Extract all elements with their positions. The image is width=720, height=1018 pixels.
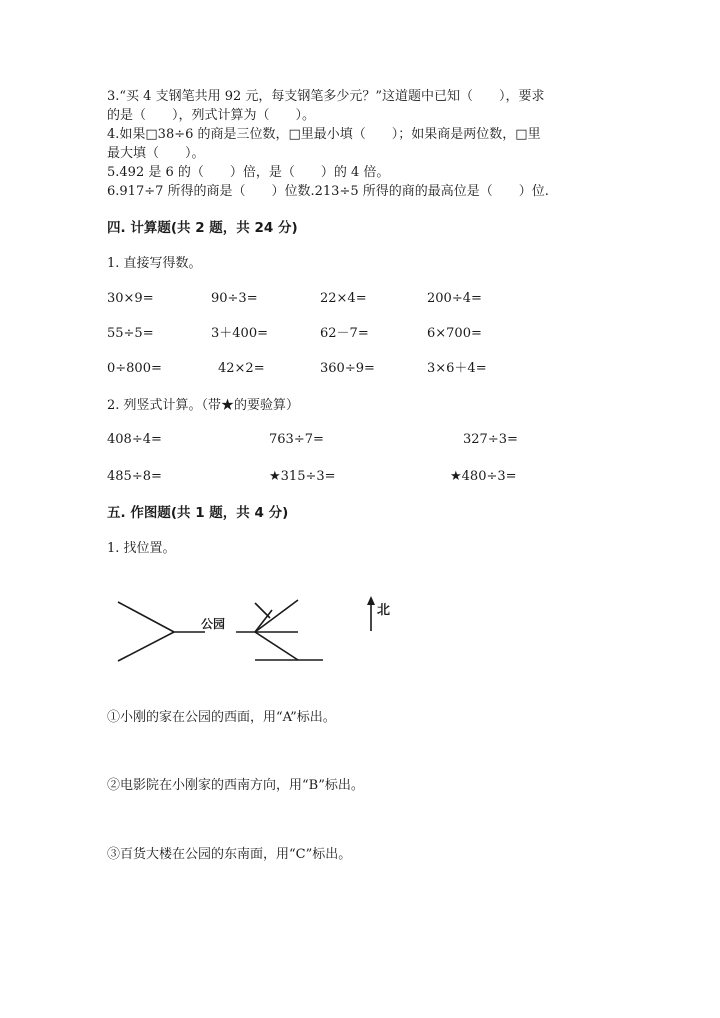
find-position-title: 1. 找位置。 bbox=[107, 541, 176, 556]
question-3-line-2: 的是（ ），列式计算为（ ）。 bbox=[107, 108, 316, 123]
question-3-line-1: 3.“买 4 支钢笔共用 92 元，每支钢笔多少元？”这道题中已知（ ），要求 bbox=[107, 89, 545, 104]
road-se bbox=[255, 632, 298, 660]
road-nw bbox=[118, 602, 174, 632]
oral-calc-item: 62－7= bbox=[320, 326, 369, 341]
oral-calc-item: 360÷9= bbox=[320, 361, 375, 376]
oral-calc-title: 1. 直接写得数。 bbox=[107, 256, 202, 271]
vertical-calc-title: 2. 列竖式计算。（带★的要验算） bbox=[107, 398, 300, 413]
question-4-line-1: 4.如果□38÷6 的商是三位数，□里最小填（ ）；如果商是两位数，□里 bbox=[107, 127, 541, 142]
question-4-line-2: 最大填（ ）。 bbox=[107, 146, 205, 161]
oral-calc-item: 42×2= bbox=[218, 361, 265, 376]
vertical-calc-item: 408÷4= bbox=[107, 432, 162, 447]
question-5: 5.492 是 6 的（ ）倍，是（ ）的 4 倍。 bbox=[107, 165, 390, 180]
section-4-title: 四. 计算题(共 2 题，共 24 分) bbox=[107, 220, 298, 236]
vertical-calc-item: 763÷7= bbox=[269, 432, 324, 447]
vertical-calc-item: ★480÷3= bbox=[450, 469, 517, 484]
oral-calc-item: 200÷4= bbox=[427, 291, 482, 306]
north-label: 北 bbox=[377, 603, 391, 618]
vertical-calc-item: ★315÷3= bbox=[269, 469, 336, 484]
road-sw bbox=[118, 632, 174, 661]
road-ne-branch bbox=[255, 603, 270, 618]
oral-calc-item: 55÷5= bbox=[107, 326, 154, 341]
oral-calc-item: 3×6＋4= bbox=[427, 361, 487, 376]
vertical-calc-item: 327÷3= bbox=[463, 432, 518, 447]
instruction-b: ②电影院在小刚家的西南方向，用“B”标出。 bbox=[107, 778, 364, 793]
oral-calc-item: 22×4= bbox=[320, 291, 367, 306]
vertical-calc-item: 485÷8= bbox=[107, 469, 162, 484]
instruction-a: ①小刚的家在公园的西面，用“A”标出。 bbox=[107, 710, 336, 725]
instruction-c: ③百货大楼在公园的东南面，用“C”标出。 bbox=[107, 847, 352, 862]
park-label: 公园 bbox=[201, 617, 226, 631]
oral-calc-item: 6×700= bbox=[427, 326, 482, 341]
oral-calc-item: 90÷3= bbox=[211, 291, 258, 306]
oral-calc-item: 30×9= bbox=[107, 291, 154, 306]
question-6: 6.917÷7 所得的商是（ ）位数.213÷5 所得的商的最高位是（ ）位. bbox=[107, 184, 549, 199]
north-arrow-head bbox=[367, 596, 375, 605]
oral-calc-item: 3＋400= bbox=[211, 326, 268, 341]
oral-calc-item: 0÷800= bbox=[107, 361, 162, 376]
road-ne-upper bbox=[255, 600, 298, 632]
section-5-title: 五. 作图题(共 1 题，共 4 分) bbox=[107, 505, 289, 521]
